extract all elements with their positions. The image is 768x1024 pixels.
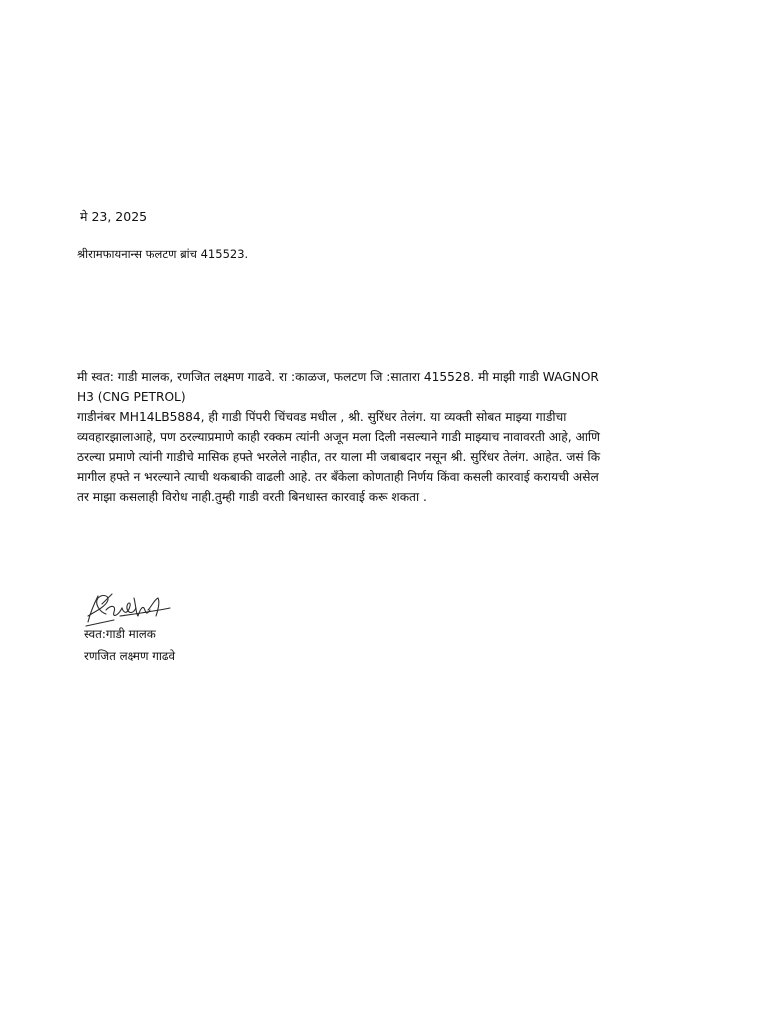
body-line: मागील हफ्ते न भरल्याने त्याची थकबाकी वाढली आहे. तर बँकेला कोणताही निर्णय किंवा कसली कारवाई करायची असेल (77, 470, 599, 484)
letter-date: मे 23, 2025 (80, 209, 148, 224)
letter-body (77, 367, 691, 507)
body-line: व्यवहारझालाआहे, पण ठरल्याप्रमाणे काही रक्कम त्यांनी अजून मला दिली नसल्याने गाडी माझ्याच नावावरती आहे, आणि (77, 430, 600, 444)
body-line: H3 (CNG PETROL) (77, 390, 186, 404)
signatory-title: स्वत:गाडी मालक (84, 627, 156, 641)
recipient-line: श्रीरामफायनान्स फलटण ब्रांच 415523. (77, 247, 249, 261)
body-line: ठरल्या प्रमाणे त्यांनी गाडीचे मासिक हफ्ते भरलेले नाहीत, तर याला मी जबाबदार नसून श्री. सुरिंधर तेलंग. आहेत. जसं कि (77, 450, 601, 464)
body-line: गाडीनंबर MH14LB5884, ही गाडी पिंपरी चिंचवड मधील , श्री. सुरिंधर तेलंग. या व्यक्ती सोबत माझ्या गाडीचा (77, 410, 567, 424)
signatory-name: रणजित लक्ष्मण गाढवे (84, 649, 176, 663)
body-line: मी स्वत: गाडी मालक, रणजित लक्ष्मण गाढवे. रा :काळज, फलटण जि :सातारा 415528. मी माझी गाडी WAGNOR (77, 370, 599, 384)
body-line: तर माझा कसलाही विरोध नाही.तुम्ही गाडी वरती बिनधास्त कारवाई करू शकता . (77, 490, 427, 504)
handwritten-signature (84, 586, 174, 630)
